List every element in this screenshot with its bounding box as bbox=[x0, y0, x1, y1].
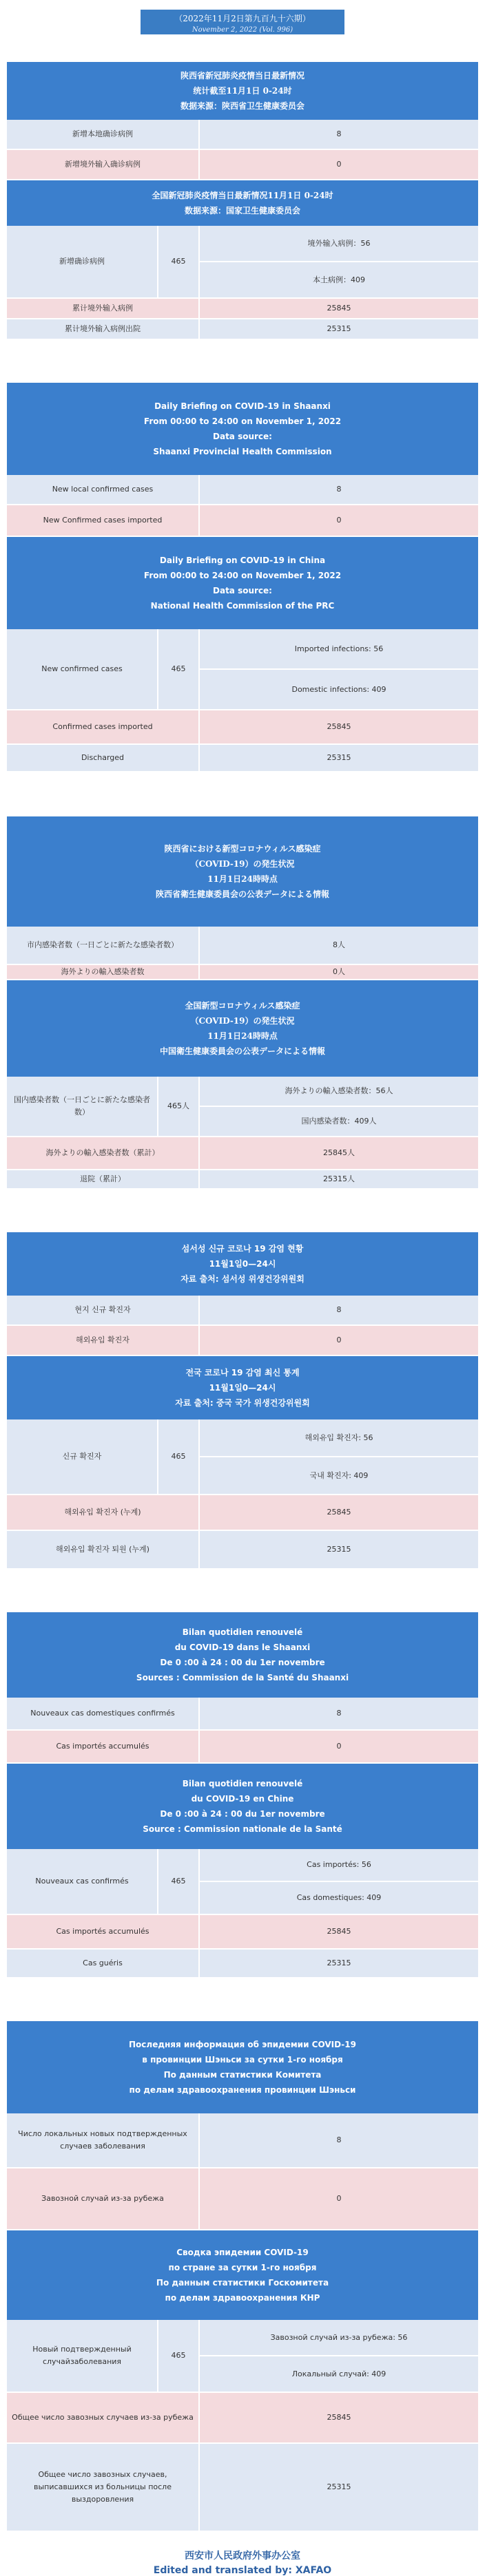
china-header-line: Сводка эпидемии COVID-19 bbox=[176, 2248, 309, 2257]
row-label: Завозной случай из-за рубежа bbox=[7, 2168, 200, 2229]
cumulative-row bbox=[7, 299, 478, 319]
shaanxi-header-line: du COVID-19 dans le Shaanxi bbox=[174, 1643, 311, 1652]
discharged-label: 해외유입 확진자 퇴원 (누계) bbox=[7, 1531, 200, 1568]
domestic-cases: Domestic infections: 409 bbox=[200, 668, 478, 709]
china-header-line: From 00:00 to 24:00 on November 1, 2022 bbox=[143, 571, 342, 580]
shaanxi-row bbox=[7, 965, 478, 980]
imported-cases: 해외유입 확진자: 56 bbox=[305, 1433, 373, 1442]
row-label: 현지 신규 확진자 bbox=[7, 1296, 200, 1324]
row-value: 8 bbox=[336, 2135, 342, 2144]
china-header-line: Data source: bbox=[213, 586, 272, 595]
row-value: 0 bbox=[336, 516, 342, 525]
row-label: 市内感染者数（一日ごとに新たな感染者数） bbox=[7, 927, 200, 964]
row-value: 8 bbox=[336, 1709, 342, 1718]
shaanxi-header-line: 11月1日24時時点 bbox=[207, 874, 278, 884]
china-header bbox=[7, 537, 478, 629]
shaanxi-header-line: 섬서성 신규 코로나 19 감염 현황 bbox=[181, 1244, 304, 1254]
china-header-line: National Health Commission of the PRC bbox=[150, 601, 335, 611]
row-value: 8 bbox=[336, 485, 342, 494]
briefing-en bbox=[7, 383, 478, 772]
issue-banner bbox=[141, 10, 344, 34]
imported-cases: Cas importés: 56 bbox=[307, 1860, 371, 1869]
shaanxi-row bbox=[7, 505, 478, 537]
china-header-line: 11月1日24時時点 bbox=[207, 1031, 278, 1041]
shaanxi-header-line: From 00:00 to 24:00 on November 1, 2022 bbox=[143, 416, 342, 426]
cumulative-row bbox=[7, 1137, 478, 1170]
shaanxi-header-line: 陕西省新冠肺炎疫情当日最新情况 bbox=[180, 71, 305, 81]
new-cases-breakdown bbox=[200, 2320, 478, 2392]
row-label: Nouveaux cas domestiques confirmés bbox=[7, 1698, 200, 1729]
cumulative-row bbox=[7, 1495, 478, 1531]
new-cases-row bbox=[7, 1077, 478, 1137]
cumulative-value: 25845 bbox=[327, 2413, 351, 2422]
cumulative-row bbox=[7, 1915, 478, 1950]
cumulative-value: 25845 bbox=[327, 1927, 351, 1936]
shaanxi-header bbox=[7, 62, 478, 120]
shaanxi-header-line: 陝西省衛生健康委員会の公表データによる情報 bbox=[155, 889, 329, 899]
cumulative-label: 海外よりの輸入感染者数（累計） bbox=[7, 1137, 200, 1169]
shaanxi-row bbox=[7, 150, 478, 180]
row-label: Cas importés accumulés bbox=[7, 1731, 200, 1762]
row-value: 0 bbox=[336, 2194, 342, 2203]
discharged-row bbox=[7, 1950, 478, 1978]
row-value: 0 bbox=[336, 160, 342, 169]
new-cases-row bbox=[7, 629, 478, 710]
shaanxi-row bbox=[7, 1698, 478, 1731]
china-header-line: 数据来源：国家卫生健康委员会 bbox=[184, 206, 300, 215]
shaanxi-header-line: 陝西省における新型コロナウィルス感染症 bbox=[164, 844, 321, 854]
china-header-line: по делам здравоохранения КНР bbox=[165, 2293, 320, 2303]
china-header-line: 전국 코로나 19 감염 최신 통계 bbox=[185, 1368, 300, 1377]
cumulative-row bbox=[7, 2393, 478, 2444]
row-value: 0 bbox=[336, 1742, 342, 1751]
china-header-line: 中国衛生健康委員会の公表データによる情報 bbox=[159, 1046, 325, 1056]
discharged-row bbox=[7, 745, 478, 772]
row-value: 8 bbox=[336, 129, 342, 138]
cumulative-label: 해외유입 확진자 (누계) bbox=[7, 1495, 200, 1530]
cumulative-label: Confirmed cases imported bbox=[7, 710, 200, 743]
imported-cases: 境外输入病例：56 bbox=[307, 238, 371, 248]
new-cases-row bbox=[7, 2320, 478, 2393]
china-header-line: Daily Briefing on COVID-19 in China bbox=[159, 556, 326, 565]
shaanxi-header bbox=[7, 1232, 478, 1296]
row-label: 新增本地确诊病例 bbox=[7, 120, 200, 149]
new-cases-breakdown bbox=[200, 1849, 478, 1914]
shaanxi-row bbox=[7, 1731, 478, 1764]
new-cases-breakdown bbox=[200, 226, 478, 297]
shaanxi-header-line: По данным статистики Комитета bbox=[163, 2070, 322, 2080]
new-cases-value: 465 bbox=[158, 1419, 200, 1494]
discharged-row bbox=[7, 1170, 478, 1190]
china-header bbox=[7, 1764, 478, 1849]
china-header bbox=[7, 980, 478, 1077]
new-cases-label: Nouveaux cas confirmés bbox=[7, 1849, 158, 1914]
issue-date: November 2, 2022 (Vol. 996) bbox=[192, 26, 293, 34]
cumulative-label: 累计境外输入病例 bbox=[7, 299, 200, 318]
new-cases-value: 465 bbox=[158, 226, 200, 297]
new-cases-breakdown bbox=[200, 1077, 478, 1136]
china-header-line: Source : Commission nationale de la Santé bbox=[143, 1824, 342, 1834]
row-label: Число локальных новых подтвержденных случаев заболевания bbox=[7, 2113, 200, 2167]
briefing-ru bbox=[7, 2021, 478, 2532]
new-cases-row bbox=[7, 1419, 478, 1495]
discharged-label: Cas guéris bbox=[7, 1950, 200, 1977]
china-header bbox=[7, 2230, 478, 2320]
footer-credit: Edited and translated by: XAFAO bbox=[153, 2565, 332, 2576]
domestic-cases: Cas domestiques: 409 bbox=[200, 1881, 478, 1914]
shaanxi-row bbox=[7, 475, 478, 505]
cumulative-label: Общее число завозных случаев из-за рубежа bbox=[7, 2393, 200, 2442]
cumulative-value: 25845人 bbox=[323, 1148, 355, 1157]
new-cases-label: 新增确诊病例 bbox=[7, 226, 158, 297]
new-cases-label: New confirmed cases bbox=[7, 629, 158, 709]
shaanxi-header bbox=[7, 1612, 478, 1698]
china-header-line: Bilan quotidien renouvelé bbox=[182, 1779, 303, 1788]
discharged-value: 25315 bbox=[327, 753, 351, 762]
issue-number: （2022年11月2日第九百九十六期） bbox=[174, 14, 311, 23]
shaanxi-row bbox=[7, 120, 478, 150]
new-cases-value: 465 bbox=[158, 629, 200, 709]
row-label: 해외유입 확진자 bbox=[7, 1326, 200, 1355]
new-cases-breakdown bbox=[200, 629, 478, 709]
shaanxi-header-line: Shaanxi Provincial Health Commission bbox=[153, 447, 332, 456]
cumulative-value: 25845 bbox=[327, 304, 351, 313]
new-cases-label: Новый подтвержденный случайзаболевания bbox=[7, 2320, 158, 2392]
new-cases-value: 465 bbox=[158, 2320, 200, 2392]
shaanxi-header bbox=[7, 2021, 478, 2113]
shaanxi-header-line: De 0 :00 à 24 : 00 du 1er novembre bbox=[160, 1658, 325, 1667]
china-header bbox=[7, 180, 478, 226]
new-cases-label: 신규 확진자 bbox=[7, 1419, 158, 1494]
imported-cases: 海外よりの輸入感染者数：56人 bbox=[285, 1086, 393, 1095]
shaanxi-header-line: Data source: bbox=[213, 432, 272, 441]
china-header-line: du COVID-19 en Chine bbox=[191, 1794, 294, 1804]
china-header-line: De 0 :00 à 24 : 00 du 1er novembre bbox=[160, 1809, 325, 1819]
shaanxi-header-line: Sources : Commission de la Santé du Shaanxi bbox=[136, 1673, 349, 1682]
imported-cases: Завозной случай из-за рубежа: 56 bbox=[270, 2332, 408, 2342]
new-cases-value: 465人 bbox=[158, 1077, 200, 1136]
discharged-row bbox=[7, 319, 478, 340]
discharged-label: Общее число завозных случаев, выписавшихся из больницы после выздоровления bbox=[7, 2444, 200, 2531]
discharged-value: 25315 bbox=[327, 1545, 351, 1554]
domestic-cases: 국내 확진자: 409 bbox=[200, 1456, 478, 1494]
row-label: 海外よりの輸入感染者数 bbox=[7, 965, 200, 979]
shaanxi-header-line: 数据来源：陕西省卫生健康委员会 bbox=[180, 101, 305, 111]
discharged-value: 25315 bbox=[327, 1959, 351, 1967]
shaanxi-row bbox=[7, 927, 478, 965]
discharged-row bbox=[7, 2444, 478, 2532]
shaanxi-header bbox=[7, 816, 478, 927]
shaanxi-header-line: по делам здравоохранения провинции Шэньси bbox=[129, 2085, 356, 2095]
cumulative-value: 25845 bbox=[327, 1508, 351, 1517]
row-label: 新增境外输入确诊病例 bbox=[7, 150, 200, 179]
row-value: 8 bbox=[336, 1305, 342, 1314]
china-header-line: 11월1일0—24시 bbox=[209, 1383, 276, 1393]
domestic-cases: Локальный случай: 409 bbox=[200, 2355, 478, 2392]
new-cases-row bbox=[7, 1849, 478, 1915]
china-header-line: По данным статистики Госкомитета bbox=[156, 2278, 329, 2288]
footer bbox=[0, 2548, 485, 2576]
briefing-ja bbox=[7, 816, 478, 1190]
imported-cases: Imported infections: 56 bbox=[294, 644, 384, 653]
shaanxi-header-line: Последняя информация об эпидемии COVID-19 bbox=[129, 2040, 356, 2049]
row-label: New Confirmed cases imported bbox=[7, 505, 200, 536]
china-header-line: 자료 출처: 중국 국가 위생건강위원회 bbox=[175, 1398, 310, 1408]
shaanxi-header-line: （COVID-19）の発生状況 bbox=[190, 859, 295, 869]
discharged-value: 25315 bbox=[327, 2482, 351, 2491]
discharged-row bbox=[7, 1531, 478, 1570]
discharged-label: 退院（累計） bbox=[7, 1170, 200, 1188]
china-header-line: 全国新型コロナウィルス感染症 bbox=[185, 1001, 300, 1011]
new-cases-label: 国内感染者数（一日ごとに新たな感染者数） bbox=[7, 1077, 158, 1136]
shaanxi-header-line: 统计截至11月1日 0-24时 bbox=[193, 86, 292, 96]
china-header-line: 全国新冠肺炎疫情当日最新情况11月1日 0-24时 bbox=[152, 191, 333, 200]
cumulative-label: Cas importés accumulés bbox=[7, 1915, 200, 1948]
discharged-label: Discharged bbox=[7, 745, 200, 771]
briefing-zh bbox=[7, 62, 478, 340]
shaanxi-row bbox=[7, 2168, 478, 2230]
cumulative-value: 25845 bbox=[327, 722, 351, 731]
shaanxi-header-line: 자료 출처: 섬서성 위생건강위원회 bbox=[180, 1274, 305, 1284]
domestic-cases: 国内感染者数：409人 bbox=[200, 1106, 478, 1136]
briefing-ko bbox=[7, 1232, 478, 1570]
china-header-line: （COVID-19）の発生状況 bbox=[190, 1016, 295, 1026]
shaanxi-row bbox=[7, 1326, 478, 1356]
new-cases-row bbox=[7, 226, 478, 299]
row-value: 0 bbox=[336, 1335, 342, 1344]
shaanxi-header-line: в провинции Шэньси за сутки 1-го ноября bbox=[142, 2055, 343, 2065]
new-cases-value: 465 bbox=[158, 1849, 200, 1914]
new-cases-breakdown bbox=[200, 1419, 478, 1494]
row-label: New local confirmed cases bbox=[7, 475, 200, 504]
discharged-value: 25315人 bbox=[323, 1174, 355, 1183]
row-value: 8人 bbox=[333, 940, 345, 949]
shaanxi-row bbox=[7, 2113, 478, 2168]
china-header-line: по стране за сутки 1-го ноября bbox=[168, 2263, 317, 2272]
briefing-fr bbox=[7, 1612, 478, 1978]
footer-org: 西安市人民政府外事办公室 bbox=[185, 2551, 300, 2562]
cumulative-row bbox=[7, 710, 478, 745]
shaanxi-header bbox=[7, 383, 478, 475]
row-value: 0人 bbox=[333, 967, 345, 976]
shaanxi-header-line: 11월1일0—24시 bbox=[209, 1259, 276, 1269]
shaanxi-header-line: Bilan quotidien renouvelé bbox=[182, 1627, 303, 1637]
shaanxi-header-line: Daily Briefing on COVID-19 in Shaanxi bbox=[154, 401, 331, 411]
shaanxi-row bbox=[7, 1296, 478, 1326]
domestic-cases: 本土病例：409 bbox=[200, 261, 478, 297]
china-header bbox=[7, 1356, 478, 1419]
discharged-label: 累计境外输入病例出院 bbox=[7, 319, 200, 339]
discharged-value: 25315 bbox=[327, 324, 351, 333]
